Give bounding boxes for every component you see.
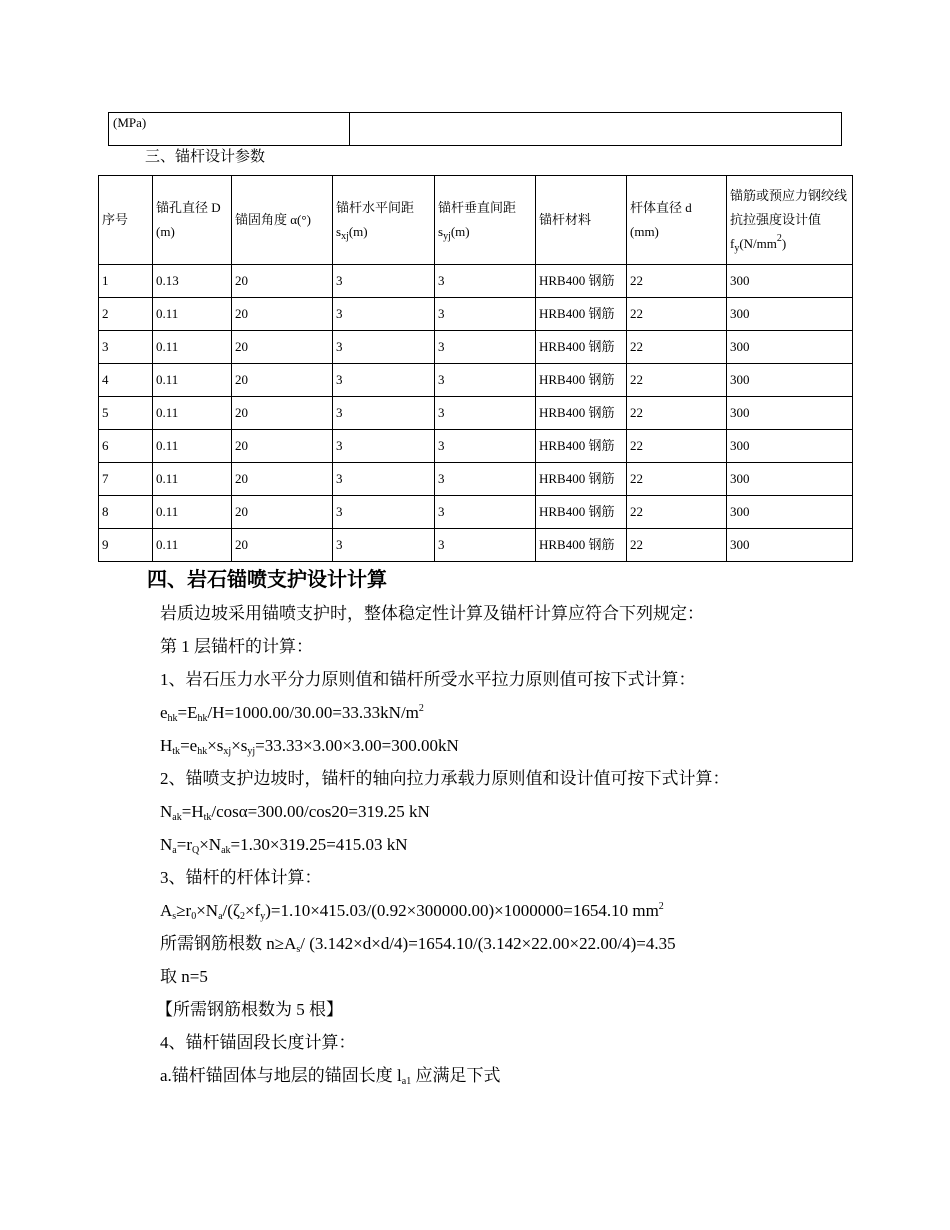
table-cell: 5 — [99, 397, 153, 430]
table-cell: 3 — [333, 529, 435, 562]
table-cell: HRB400 钢筋 — [536, 463, 627, 496]
table-cell: 300 — [727, 364, 853, 397]
section-title-anchor-params: 三、锚杆设计参数 — [145, 149, 266, 165]
table-row — [99, 331, 853, 364]
table-cell: 22 — [627, 265, 727, 298]
calculation-body — [156, 597, 920, 1092]
table-row — [99, 430, 853, 463]
header-tensile-strength: 锚筋或预应力钢绞线抗拉强度设计值$f_y(N/mm^2)$ — [727, 176, 853, 265]
table-cell: 22 — [627, 364, 727, 397]
table-cell: 0.11 — [153, 430, 232, 463]
table-cell: 22 — [627, 463, 727, 496]
table-cell: 3 — [333, 430, 435, 463]
formula-take-n: 取 n=5 — [160, 967, 208, 986]
table-cell: 0.11 — [153, 397, 232, 430]
formula-htk: $H_{tk}=e_{hk}\times s_{xj}\times s_{yj}=33.33\times 3.00\times 3.00=300.00kN$ — [160, 736, 459, 757]
table-cell: 3 — [435, 298, 536, 331]
table-cell: 3 — [435, 529, 536, 562]
header-anchor-angle: 锚固角度 α(°) — [232, 176, 333, 265]
step2-text: 2、锚喷支护边坡时，锚杆的轴向拉力承载力原则值和设计值可按下式计算： — [160, 769, 730, 788]
table-cell: 20 — [232, 298, 333, 331]
table-cell: 3 — [435, 364, 536, 397]
table-cell: HRB400 钢筋 — [536, 397, 627, 430]
table-cell: 300 — [727, 331, 853, 364]
table-cell: 3 — [333, 496, 435, 529]
table-cell: 3 — [435, 496, 536, 529]
table-header-row — [99, 176, 853, 265]
table-cell: 300 — [727, 298, 853, 331]
table-cell: 300 — [727, 430, 853, 463]
header-horizontal-spacing: 锚杆水平间距 $s_{xj}(m)$ — [333, 176, 435, 265]
value-cell — [350, 113, 842, 146]
table-cell: 20 — [232, 397, 333, 430]
table-cell: 3 — [333, 397, 435, 430]
table-cell: 0.11 — [153, 529, 232, 562]
header-hole-diameter: 锚孔直径 D (m) — [153, 176, 232, 265]
table-cell: 9 — [99, 529, 153, 562]
table-cell: 3 — [435, 331, 536, 364]
table-cell: HRB400 钢筋 — [536, 298, 627, 331]
table-cell: 20 — [232, 430, 333, 463]
table-cell: 3 — [435, 430, 536, 463]
header-rod-diameter: 杆体直径 d (mm) — [627, 176, 727, 265]
table-cell: 3 — [333, 364, 435, 397]
table-cell: 0.11 — [153, 364, 232, 397]
table-cell: HRB400 钢筋 — [536, 265, 627, 298]
header-index: 序号 — [99, 176, 153, 265]
step4-text: 4、锚杆锚固段长度计算： — [160, 1033, 356, 1052]
table-cell: 3 — [435, 397, 536, 430]
table-row — [109, 113, 842, 146]
table-row — [99, 463, 853, 496]
table-cell: 3 — [435, 463, 536, 496]
table-cell: 20 — [232, 364, 333, 397]
table-row — [99, 529, 853, 562]
table-row — [99, 496, 853, 529]
table-cell: 300 — [727, 463, 853, 496]
table-cell: 22 — [627, 331, 727, 364]
formula-na: $N_a=r_Q\times N_{ak}=1.30\times 319.25=415.03$ kN — [160, 835, 408, 856]
table-cell: 22 — [627, 298, 727, 331]
table-cell: 3 — [435, 265, 536, 298]
formula-bar-count: 所需钢筋根数 $n\ge A_s/$ (3.142×d×d/4)=1654.10/(3.142×22.00×22.00/4)=4.35 — [160, 934, 676, 955]
table-cell: 300 — [727, 529, 853, 562]
result-text: 【所需钢筋根数为 5 根】 — [156, 1000, 343, 1019]
anchor-parameter-table — [98, 175, 853, 562]
table-cell: 0.13 — [153, 265, 232, 298]
table-cell: HRB400 钢筋 — [536, 529, 627, 562]
table-cell: 7 — [99, 463, 153, 496]
table-cell: HRB400 钢筋 — [536, 364, 627, 397]
table-cell: 22 — [627, 529, 727, 562]
table-cell: 3 — [333, 265, 435, 298]
step4a-text: a.锚杆锚固体与地层的锚固长度 $l_{a1}$ 应满足下式 — [160, 1066, 501, 1087]
table-row — [99, 265, 853, 298]
table-row — [99, 298, 853, 331]
formula-ehk: $e_{hk}=E_{hk}/H=1000.00/30.00=33.33kN/m^2$ — [160, 703, 424, 724]
table-cell: 1 — [99, 265, 153, 298]
table-cell: 20 — [232, 529, 333, 562]
table-cell: HRB400 钢筋 — [536, 331, 627, 364]
table-cell: 22 — [627, 496, 727, 529]
top-parameter-table — [108, 112, 842, 146]
table-cell: 8 — [99, 496, 153, 529]
table-cell: HRB400 钢筋 — [536, 430, 627, 463]
table-cell: 20 — [232, 331, 333, 364]
table-cell: 20 — [232, 265, 333, 298]
table-cell: 3 — [333, 298, 435, 331]
layer-text: 第 1 层锚杆的计算： — [160, 637, 313, 656]
table-cell: 20 — [232, 496, 333, 529]
table-cell: 3 — [333, 463, 435, 496]
table-cell: 4 — [99, 364, 153, 397]
table-cell: 3 — [99, 331, 153, 364]
table-cell: 300 — [727, 265, 853, 298]
section-heading-rock-anchor: 四、岩石锚喷支护设计计算 — [147, 567, 387, 591]
table-cell: 0.11 — [153, 463, 232, 496]
unit-cell: (MPa) — [109, 113, 350, 146]
table-cell: 20 — [232, 463, 333, 496]
table-row — [99, 364, 853, 397]
table-cell: 22 — [627, 397, 727, 430]
table-cell: 0.11 — [153, 298, 232, 331]
formula-as: $A_s\ge r_0\times N_a/(\zeta_2\times f_y)=1.10\times 415.03/(0.92\times 300000.00)\times 1000000=1654.10$ $mm^2$ — [160, 901, 664, 922]
table-cell: 300 — [727, 397, 853, 430]
header-vertical-spacing: 锚杆垂直间距 $s_{yj}(m)$ — [435, 176, 536, 265]
anchor-parameter-rows — [99, 265, 853, 562]
table-cell: 0.11 — [153, 496, 232, 529]
table-cell: 0.11 — [153, 331, 232, 364]
header-material: 锚杆材料 — [536, 176, 627, 265]
intro-text: 岩质边坡采用锚喷支护时，整体稳定性计算及锚杆计算应符合下列规定： — [160, 604, 704, 623]
table-cell: 3 — [333, 331, 435, 364]
table-row — [99, 397, 853, 430]
formula-nak: $N_{ak}=H_{tk}/\cos\alpha=300.00/\cos 20=319.25$ kN — [160, 802, 430, 823]
table-cell: HRB400 钢筋 — [536, 496, 627, 529]
table-cell: 2 — [99, 298, 153, 331]
table-cell: 6 — [99, 430, 153, 463]
table-cell: 22 — [627, 430, 727, 463]
step3-text: 3、锚杆的杆体计算： — [160, 868, 322, 887]
step1-text: 1、岩石压力水平分力原则值和锚杆所受水平拉力原则值可按下式计算： — [160, 670, 696, 689]
table-cell: 300 — [727, 496, 853, 529]
